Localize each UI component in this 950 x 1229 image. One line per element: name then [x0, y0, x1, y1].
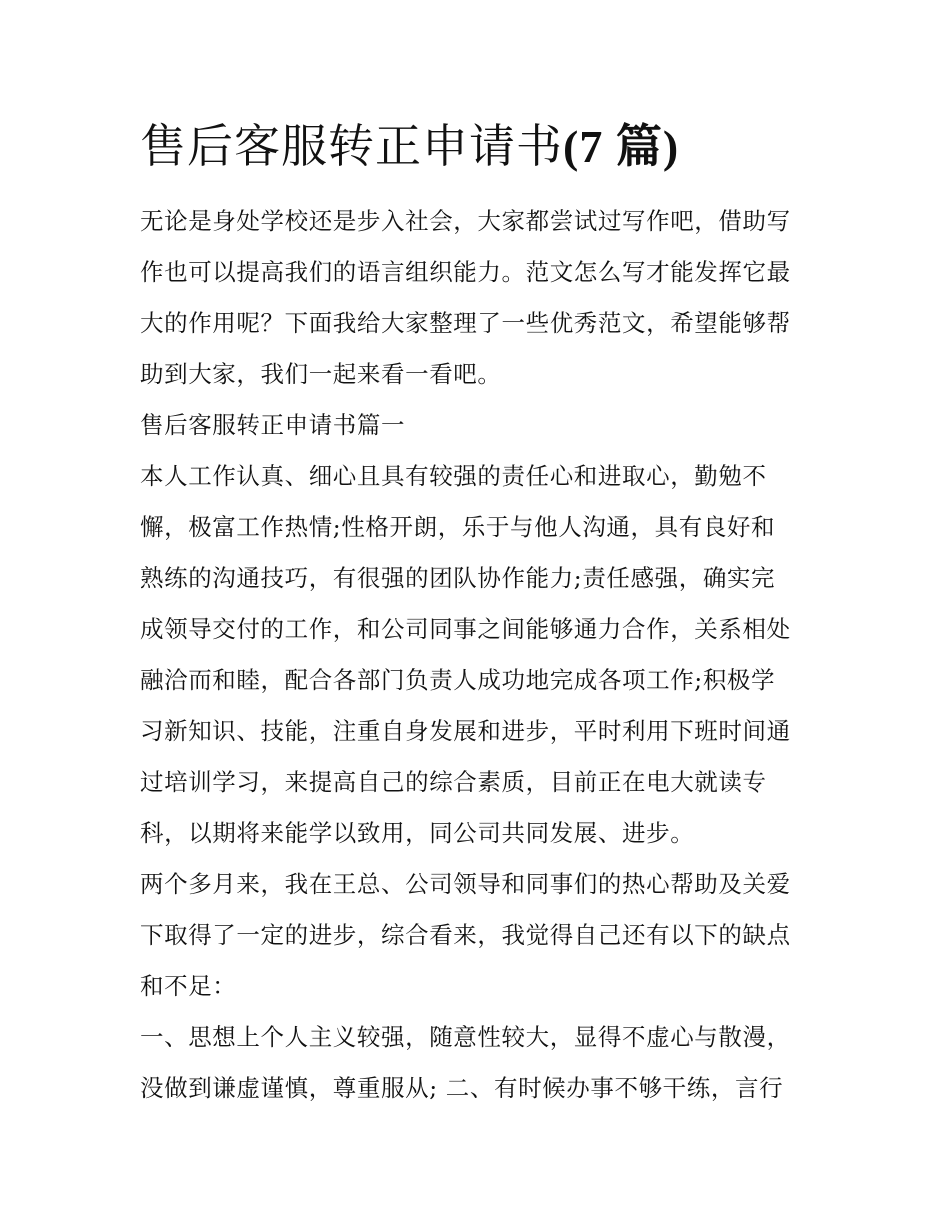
body-line: 一、思想上个人主义较强，随意性较大，显得不虚心与散漫， — [140, 1023, 791, 1051]
body-line: 作也可以提高我们的语言组织能力。范文怎么写才能发挥它最 — [140, 258, 791, 286]
body-line: 科，以期将来能学以致用，同公司共同发展、进步。 — [140, 819, 695, 847]
section-heading: 售后客服转正申请书篇一 — [140, 411, 406, 439]
title-suffix: (7 篇) — [563, 121, 680, 172]
title-text: 售后客服转正申请书 — [140, 119, 563, 173]
body-line: 熟练的沟通技巧，有很强的团队协作能力;责任感强，确实完 — [140, 564, 776, 592]
body-line: 下取得了一定的进步，综合看来，我觉得自己还有以下的缺点 — [140, 921, 791, 949]
body-line: 习新知识、技能，注重自身发展和进步，平时利用下班时间通 — [140, 717, 791, 745]
body-line: 无论是身处学校还是步入社会，大家都尝试过写作吧，借助写 — [140, 207, 791, 235]
body-line: 本人工作认真、细心且具有较强的责任心和进取心，勤勉不 — [140, 462, 767, 490]
body-line: 和不足： — [140, 972, 237, 1000]
body-line: 成领导交付的工作，和公司同事之间能够通力合作，关系相处 — [140, 615, 791, 643]
body-line: 懈，极富工作热情;性格开朗，乐于与他人沟通，具有良好和 — [140, 513, 776, 541]
body-line: 助到大家，我们一起来看一看吧。 — [140, 360, 502, 388]
body-line: 融洽而和睦，配合各部门负责人成功地完成各项工作;积极学 — [140, 666, 776, 694]
body-line: 两个多月来，我在王总、公司领导和同事们的热心帮助及关爱 — [140, 870, 791, 898]
body-line: 没做到谦虚谨慎，尊重服从; 二、有时候办事不够干练，言行 — [140, 1074, 784, 1102]
body-line: 过培训学习，来提高自己的综合素质，目前正在电大就读专 — [140, 768, 767, 796]
body-line: 大的作用呢？下面我给大家整理了一些优秀范文，希望能够帮 — [140, 309, 791, 337]
document-title — [140, 116, 679, 177]
